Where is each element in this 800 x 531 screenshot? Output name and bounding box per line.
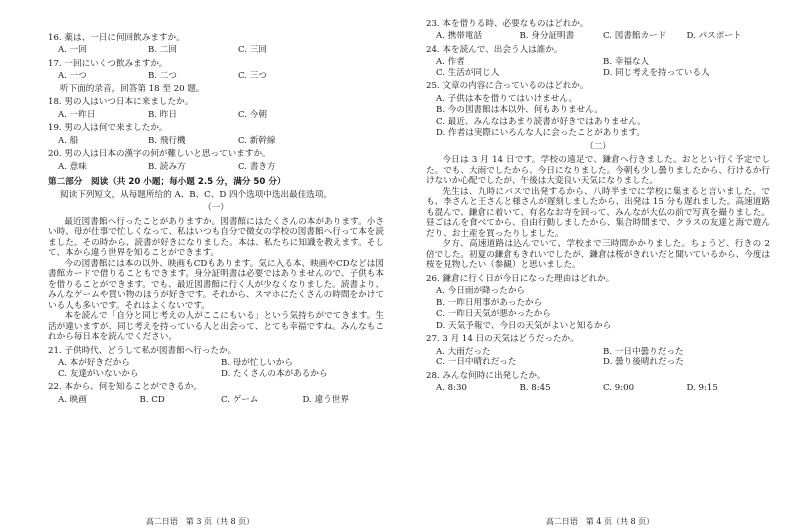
question-20 — [48, 149, 384, 172]
option-b: B. 読み方 — [148, 161, 186, 172]
question-25 — [426, 81, 770, 138]
question-stem: 23. 本を借りる時、必要なものはどれか。 — [426, 19, 589, 29]
passage-paragraph: 最近図書館へ行ったことがありますか。図書館にはたくさんの本があります。小さい時、母が仕事で忙しくなって、私はいつも自分で微女の学校の図書館へ行って本を読ました。その時から、読書が好きになりました。本は、私たちに知識を教えます。そして、本から違う世界を知ることができます。 — [48, 216, 384, 259]
option-d: D. 違う世界 — [302, 394, 349, 405]
option-d: D. 同じ考えを持っている人 — [603, 67, 710, 78]
options — [436, 383, 770, 393]
listening-instruction: 听下面的录音，回答第 18 至 20 题。 — [60, 83, 205, 94]
option-b: B. 身分証明書 — [519, 31, 575, 42]
option-d: D. パスポート — [686, 31, 742, 42]
question-stem: 21. 子供時代、どうして私が図書館へ行ったか。 — [48, 345, 237, 356]
question-stem: 22. 本から、何を知ることができるか。 — [48, 382, 202, 393]
question-28 — [426, 371, 770, 394]
question-stem: 16. 薬は、一日に何回飲みますか。 — [48, 33, 185, 43]
options — [58, 358, 384, 379]
passage-paragraph: 先生は、九時にバスで出発するから、八時半までに学校に集まると言いました。でも、李さんと王さんと様さんが遅刻しましたから、出発は 15 分も遅れました。高速道路も混んで、鎌倉に着いて、有名なお寺を回って、みんなが大仏の前で写真を撮りました。昼ごはんを食べてから、自由行動しましたから、集合時間まで、クラスの友達と海で遊んだり、お土産を買ったりしました。 — [426, 186, 770, 239]
question-17 — [48, 59, 384, 82]
option-b: B. 二つ — [148, 71, 177, 82]
page-footer: 高二日语 第 4 页（共 8 页） — [545, 517, 655, 527]
question-19 — [48, 123, 384, 146]
option-a: A. 携帯電話 — [436, 31, 483, 42]
passage-paragraph: 今日は 3 月 14 日です。学校の遠足で、鎌倉へ行きました。おととい行く予定でした。でも、大雨でしたから、今日になりました。今朝も少し曇りましたから、行けるか行けないか心配でしたが、午後は大変良い天気になりました。 — [426, 155, 770, 187]
options — [436, 347, 770, 368]
section-title: 第二部分 阅读（共 20 小题；每小题 2.5 分，满分 50 分） — [48, 177, 286, 188]
question-stem: 17. 一回にいくつ飲みますか。 — [48, 58, 168, 69]
question-stem: 25. 文章の内容に合っているのはどれか。 — [426, 81, 589, 92]
right-page — [400, 0, 800, 531]
option-c: C. 一日中晴れだった — [436, 357, 517, 368]
options — [58, 395, 384, 405]
option-c: C. 図書館カード — [603, 31, 667, 42]
option-c: C. 9:00 — [603, 383, 635, 394]
question-stem: 28. みんな何時に出発したか。 — [426, 370, 546, 381]
option-c: C. 生活が同じ人 — [436, 67, 500, 78]
passage-paragraph: 今の図書館には本の以外、映画もCDもあります。気に入る本、映画やCDなどは図書館カードで借りることもできます。身分証明書は必要ではありませんので、子供も本を借りることができます。でも、最近図書館に行く人が少なくなりました。読書より、みんなゲームや買い物のほうが好きです。それから、スマホにたくさんの時間をかけている人も多いです。それはよくないです。 — [48, 258, 384, 311]
question-stem: 20. 男の人は日本の漢字の何が難しいと思っていますか。 — [48, 149, 271, 160]
question-21 — [48, 346, 384, 379]
options — [436, 31, 770, 41]
options — [58, 45, 328, 55]
option-a: A. 船 — [58, 135, 79, 146]
option-a: A. 一昨日 — [58, 109, 96, 120]
part-label: （一） — [203, 203, 229, 214]
options — [58, 162, 328, 172]
options — [58, 110, 328, 120]
option-c: C. ゲーム — [221, 394, 259, 405]
options — [436, 286, 770, 331]
option-a: A. 大雨だった — [436, 346, 491, 357]
option-b: B. 二回 — [148, 45, 177, 56]
question-22 — [48, 382, 384, 405]
option-b: B. 今の図書館は本以外、何もありません。 — [436, 105, 603, 116]
option-d: D. 天気予報で、今日の天気がよいと知るから — [436, 320, 612, 331]
question-26 — [426, 274, 770, 331]
option-c: C. 書き方 — [238, 161, 276, 172]
option-a: A. 作者 — [436, 57, 465, 68]
question-23 — [426, 19, 770, 42]
passage-paragraph: 本を読んで「自分と同じ考えの人がここにもいる」という気持ちがでてきます。生活が違いますが、同じ考えを持っている人と出会って、とても幸福ですね。みんなもこれから毎日本を読んでください。 — [48, 311, 384, 343]
question-27 — [426, 334, 770, 367]
passage-paragraph: 夕方、高速道路は込んでいて、学校まで三時間かかりました。ちょうど、行きの 2 倍でした。初夏の鎌倉もきれいでしたが、鎌倉は桜がきれいだと聞いているから、今度は桜を見物したい（参観）と思いました。 — [426, 239, 770, 271]
option-c: C. 友達がいないから — [58, 368, 139, 379]
option-a: A. 一回 — [58, 45, 87, 56]
option-d: D. 9:15 — [686, 383, 718, 394]
option-a: A. 映画 — [58, 394, 87, 405]
option-a: A. 一つ — [58, 71, 87, 82]
option-d: D. 曇り後晴れだった — [603, 357, 684, 368]
section-instruction: 阅读下列短文，从每题所给的 A、B、C、D 四个选项中选出最佳选项。 — [60, 189, 333, 200]
option-a: A. 意味 — [58, 161, 87, 172]
option-c: C. 最近、みんなはあまり読書が好きではありません。 — [436, 116, 646, 127]
option-b: B. 8:45 — [519, 383, 551, 394]
option-c: C. 三回 — [238, 45, 267, 56]
option-c: C. 新幹線 — [238, 135, 276, 146]
option-d: D. たくさんの本があるから — [221, 368, 328, 379]
option-c: C. 今朝 — [238, 109, 267, 120]
question-18 — [48, 97, 384, 120]
option-b: B. 昨日 — [148, 109, 177, 120]
option-b: B. 母が忙しいから — [221, 358, 293, 369]
question-stem: 24. 本を読んで、出会う人は誰か。 — [426, 44, 563, 55]
option-a: A. 今日雨が降ったから — [436, 286, 526, 297]
option-a: A. 子供は本を借りてはいけません。 — [436, 93, 578, 104]
question-stem: 19. 男の人は何で来ましたか。 — [48, 123, 168, 134]
option-b: B. 幸福な人 — [603, 57, 650, 68]
options — [58, 71, 328, 81]
option-a: A. 8:30 — [436, 383, 467, 394]
option-b: B. 一昨日用事があったから — [436, 297, 543, 308]
options — [58, 136, 328, 146]
option-b: B. CD — [139, 394, 165, 405]
option-c: C. 三つ — [238, 71, 267, 82]
option-b: B. 一日中曇りだった — [603, 346, 684, 357]
question-24 — [426, 45, 770, 78]
option-b: B. 飛行機 — [148, 135, 186, 146]
options — [436, 57, 770, 78]
options — [436, 94, 770, 139]
option-a: A. 本が好きだから — [58, 358, 130, 369]
question-16 — [48, 33, 384, 56]
part-label: （二） — [585, 141, 611, 152]
option-c: C. 一昨日天気が悪かったから — [436, 309, 551, 320]
question-stem: 26. 鎌倉に行く日が今日になった理由はどれか。 — [426, 273, 615, 284]
page-footer: 高二日语 第 3 页（共 8 页） — [145, 517, 255, 527]
question-stem: 18. 男の人はいつ日本に来ましたか。 — [48, 97, 194, 108]
option-d: D. 作者は実際にいろんな人に会ったことがあります。 — [436, 128, 646, 139]
question-stem: 27. 3 月 14 日の天気はどうだったか。 — [426, 334, 579, 345]
